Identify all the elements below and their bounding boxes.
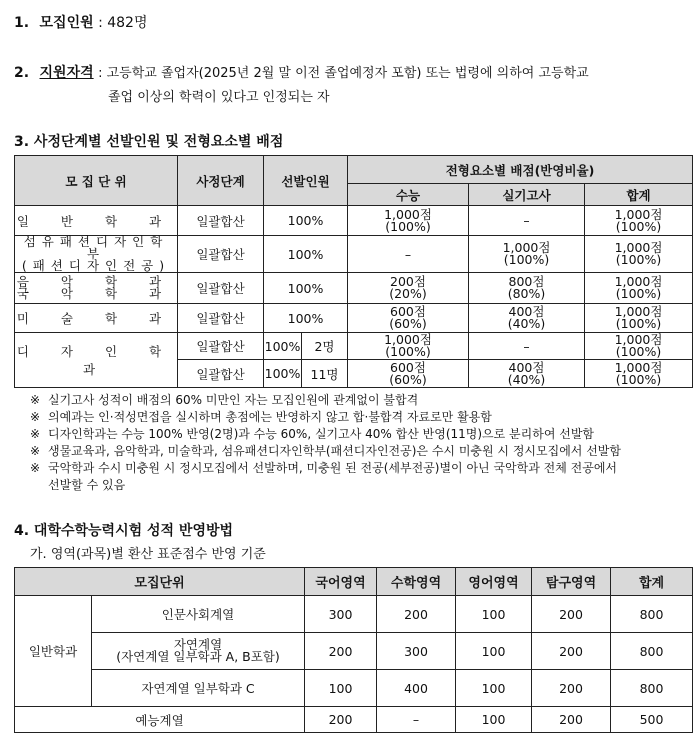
score: 1,000점 [384,206,432,222]
header-inquiry: 탐구영역 [532,568,611,596]
suneung-table [14,567,693,733]
ratio: (40%) [507,371,546,387]
header-practical: 실기고사 [469,184,585,206]
section-2-line1: : 고등학교 졸업자(2025년 2월 말 이전 졸업예정자 포함) 또는 법령에 의하여 고등학교 [98,66,589,81]
section-2-number: 2. [14,65,30,81]
unit-name: 인문사회계열 [92,596,305,633]
header-total: 합계 [585,184,693,206]
table-row [15,236,693,273]
score: 1,000점 [614,359,663,375]
selection-table [14,155,693,388]
note-text: 디자인학과는 수능 100% 반영(2명)과 수능 60%, 실기고사 40% 합산 반영(11명)으로 분리하여 선발함 [48,427,595,441]
ratio: (20%) [389,286,427,301]
table-row [15,596,693,633]
inquiry-value: 200 [532,670,611,707]
note-item [30,426,594,443]
section-2-title: 지원자격 [39,65,94,81]
score: 1,000점 [614,274,663,289]
unit-cell-sub: (패션디자인전공) [21,258,171,273]
section-2-line2: 졸업 이상의 학력이 있다고 인정되는 자 [108,90,330,105]
table-row [15,633,693,670]
header-quota: 선발인원 [264,156,348,206]
unit-name: 자연계열 [173,637,223,652]
dash: – [469,206,585,236]
note-mark: ※ [30,444,41,458]
note-mark: ※ [30,427,41,441]
ratio: (60%) [389,371,427,387]
ratio: (100%) [615,316,662,331]
section-3-heading: 3. 사정단계별 선발인원 및 전형요소별 배점 [14,134,284,150]
ratio: (100%) [615,218,662,234]
table-row [15,333,693,360]
english-value: 100 [456,707,532,733]
note-item [30,443,621,460]
score: 1,000점 [614,304,663,319]
english-value: 100 [456,596,532,633]
quota-cell: 100% [264,206,348,236]
header-total: 합계 [611,568,693,596]
count-cell: 11명 [302,360,348,388]
unit-cell: 디 자 인 학 과 [15,333,178,388]
ratio: (100%) [615,371,662,387]
score: 200점 [390,274,426,289]
unit-cell-sub: 국 악 학 과 [16,286,176,301]
stage-cell: 일괄합산 [178,206,264,236]
score: 400점 [508,359,545,375]
unit-cell: 일 반 학 과 [15,206,178,236]
english-value: 100 [456,633,532,670]
table-row [15,304,693,333]
header-korean: 국어영역 [305,568,377,596]
header-suneung: 수능 [348,184,469,206]
note-text: 국악학과 수시 미충원 시 정시모집에서 선발하며, 미충원 된 전공(세부전공)별이 아닌 국악학과 전체 전공에서 [48,461,618,475]
ratio: (100%) [385,344,431,359]
korean-value: 300 [305,596,377,633]
header-math: 수학영역 [377,568,456,596]
quota-cell: 100% [264,304,348,333]
stage-cell: 일괄합산 [178,360,264,388]
section-1-value: : 482명 [98,15,148,31]
ratio: (100%) [503,252,550,267]
ratio: (40%) [507,316,546,331]
header-unit: 모 집 단 위 [15,156,178,206]
score: 1,000점 [614,240,663,255]
korean-value: 200 [305,633,377,670]
note-text: 실기고사 성적이 배점의 60% 미만인 자는 모집인원에 관계없이 불합격 [48,393,419,407]
inquiry-value: 200 [532,707,611,733]
total-value: 800 [611,633,693,670]
korean-value: 100 [305,670,377,707]
total-value: 800 [611,596,693,633]
group-cell: 일반학과 [15,596,92,707]
total-value: 800 [611,670,693,707]
unit-cell: 음 악 학 과 [16,274,176,289]
score: 600점 [390,359,426,375]
quota-cell: 100% [264,236,348,273]
header-weight: 전형요소별 배점(반영비율) [348,156,693,184]
korean-value: 200 [305,707,377,733]
note-mark: ※ [30,461,41,475]
table-row [15,273,693,304]
inquiry-value: 200 [532,633,611,670]
quota-cell: 100% [264,360,302,388]
ratio: (100%) [615,252,662,267]
stage-cell: 일괄합산 [178,273,264,304]
math-value: 200 [377,596,456,633]
ratio: (60%) [389,316,427,331]
ratio: (100%) [615,344,662,359]
stage-cell: 일괄합산 [178,304,264,333]
score: 1,000점 [614,332,663,347]
header-english: 영어영역 [456,568,532,596]
score: 400점 [508,304,545,319]
header-stage: 사정단계 [178,156,264,206]
math-value: 400 [377,670,456,707]
note-text: 의예과는 인·적성면접을 실시하며 총점에는 반영하지 않고 합·불합격 자료로만 활용함 [48,410,492,424]
table-row [15,206,693,236]
unit-name-sub: (자연계열 일부학과 A, B포함) [116,649,280,664]
ratio: (100%) [615,286,662,301]
note-mark: ※ [30,410,41,424]
unit-name: 자연계열 일부학과 C [92,670,305,707]
note-item [30,460,617,477]
stage-cell: 일괄합산 [178,236,264,273]
dash: – [348,236,469,273]
header-unit: 모집단위 [15,568,305,596]
table-row [15,707,693,733]
note-text: 생물교육과, 음악학과, 미술학과, 섬유패션디자인학부(패션디자인전공)은 수시 미충원 시 정시모집에서 선발함 [48,444,621,458]
note-item [30,392,418,409]
score: 1,000점 [614,206,663,222]
quota-cell: 100% [264,333,302,360]
total-value: 500 [611,707,693,733]
inquiry-value: 200 [532,596,611,633]
ratio: (100%) [385,218,431,234]
section-4-heading: 4. 대학수학능력시험 성적 반영방법 [14,523,234,539]
note-item [30,409,492,426]
english-value: 100 [456,670,532,707]
section-4-subheading: 가. 영역(과목)별 환산 표준점수 반영 기준 [30,547,266,562]
quota-cell: 100% [264,273,348,304]
count-cell: 2명 [302,333,348,360]
section-1 [14,12,148,32]
note-continuation: 선발할 수 있음 [48,478,126,492]
unit-cell: 미 술 학 과 [15,304,178,333]
section-1-title: 모집인원 [39,15,94,31]
math-value: 300 [377,633,456,670]
table-row [15,670,693,707]
score: 800점 [508,274,545,289]
score: 1,000점 [384,332,432,347]
section-1-number: 1. [14,15,30,31]
unit-name: 예능계열 [15,707,305,733]
dash: – [469,333,585,360]
unit-cell: 섬유패션디자인학부 [23,234,169,261]
ratio: (80%) [507,286,546,301]
score: 600점 [390,304,426,319]
note-mark: ※ [30,393,41,407]
stage-cell: 일괄합산 [178,333,264,360]
math-value: – [377,707,456,733]
section-2 [14,62,589,82]
score: 1,000점 [502,240,551,255]
